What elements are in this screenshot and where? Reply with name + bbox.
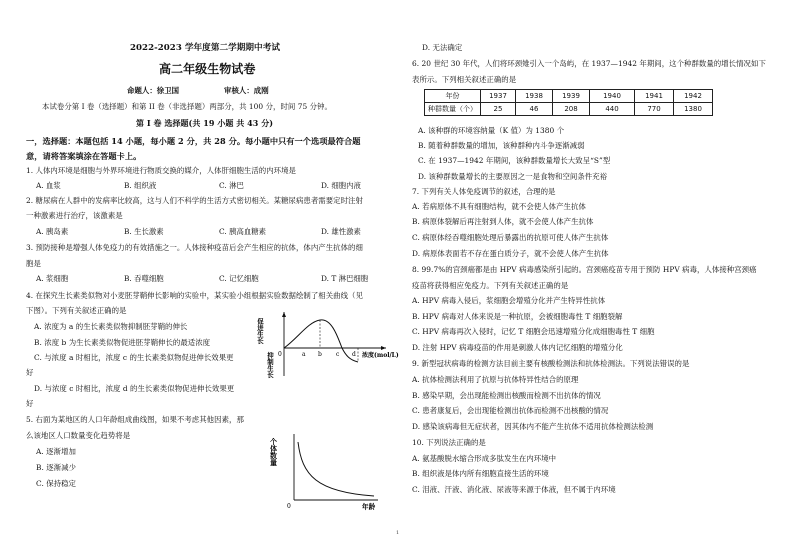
q9-option-c[interactable]: C. 患者康复后，会出现能检测出抗体而检测不出核酸的情况 — [412, 406, 609, 415]
q4-option-d-1[interactable]: D. 与浓度 c 时相比，浓度 d 的生长素类似物促进伸长效果更 — [34, 384, 235, 393]
q2-option-d[interactable]: D. 雄性激素 — [321, 227, 361, 236]
q4-option-b[interactable]: B. 浓度 b 为生长素类似物促进胚芽鞘伸长的最适浓度 — [34, 338, 211, 347]
q8-option-a[interactable]: A. HPV 病毒入侵后，浆细胞会增殖分化并产生特异性抗体 — [412, 296, 606, 305]
q4-y-label-bottom: 抑制生长 — [266, 352, 274, 378]
table-cell: 25 — [481, 103, 516, 116]
q4-x-arrow — [381, 346, 386, 350]
q5-x-label: 年龄 — [362, 503, 376, 511]
reviewer: 审核人：成刚 — [224, 86, 269, 95]
table-cell: 1939 — [553, 90, 590, 103]
q4-stem-2: 下图）。下列有关叙述正确的是 — [26, 306, 127, 315]
author: 命题人：徐卫国 — [127, 86, 180, 95]
q2-option-c[interactable]: C. 胰高血糖素 — [219, 227, 267, 236]
q9-option-d[interactable]: D. 感染该病毒但无症状者，因其体内不能产生抗体不适用抗体检测法检测 — [412, 422, 654, 431]
q5-curve — [298, 442, 374, 496]
q5-y-label: 个体数量 — [269, 438, 279, 466]
q9-stem: 9. 新型冠状病毒的检测方法目前主要有核酸检测法和抗体检测法。下列说法错误的是 — [412, 359, 690, 368]
q2-option-b[interactable]: B. 生长激素 — [124, 227, 164, 236]
q1-option-c[interactable]: C. 淋巴 — [219, 181, 244, 190]
q4-option-c-2: 好 — [26, 368, 34, 377]
table-cell: 770 — [635, 103, 674, 116]
table-cell: 1938 — [516, 90, 553, 103]
exam-title: 2022-2023 学年度第二学期期中考试 — [130, 43, 280, 53]
exam-subtitle: 高二年级生物试卷 — [159, 62, 256, 76]
q4-point-d: d — [352, 351, 356, 358]
table-row — [425, 103, 713, 116]
table-cell: 年份 — [425, 90, 481, 103]
q6-stem-1: 6. 20 世纪 30 年代，人们将环颈雉引入一个岛屿，在 1937—1942 年期间，这个种群数量的增长情况如下 — [412, 59, 766, 68]
q8-option-d[interactable]: D. 注射 HPV 病毒疫苗的作用是刺激人体内记忆细胞的增殖分化 — [412, 343, 623, 352]
q7-option-b[interactable]: B. 病原体裂解后再注射到人体，就不会使人体产生抗体 — [412, 217, 594, 226]
table-cell: 1941 — [635, 90, 674, 103]
q5-origin: 0 — [287, 503, 291, 510]
page-number: 1 — [396, 530, 400, 536]
q4-option-a[interactable]: A. 浓度为 a 的生长素类似物抑制胚芽鞘的伸长 — [34, 322, 188, 331]
q3-stem-2: 胞是 — [26, 259, 41, 268]
table-cell: 1942 — [674, 90, 713, 103]
q3-option-d[interactable]: D. T 淋巴细胞 — [321, 274, 369, 283]
q3-stem-1: 3. 预防接种是增强人体免疫力的有效措施之一。人体接种疫苗后会产生相应的抗体，体内产生抗体的细 — [26, 243, 363, 252]
table-cell: 46 — [516, 103, 553, 116]
q8-stem-2: 疫苗将获得相应免疫力。下列有关叙述正确的是 — [412, 281, 569, 290]
table-cell: 208 — [553, 103, 590, 116]
q10-option-b[interactable]: B. 组织液是体内所有细胞直接生活的环境 — [412, 469, 549, 478]
q5-option-d[interactable]: D. 无法确定 — [422, 43, 463, 52]
section1-line2: 意，请将答案填涂在答题卡上。 — [26, 151, 142, 161]
q6-option-d[interactable]: D. 该种群数量增长的主要原因之一是食物和空间条件充裕 — [418, 172, 608, 181]
q6-population-table — [424, 89, 713, 116]
q2-stem-2: 一种激素进行治疗，该激素是 — [26, 211, 123, 220]
q4-option-d-2: 好 — [26, 399, 34, 408]
q3-option-c[interactable]: C. 记忆细胞 — [219, 274, 259, 283]
q10-stem: 10. 下列说法正确的是 — [412, 438, 486, 447]
q3-option-b[interactable]: B. 吞噬细胞 — [124, 274, 164, 283]
q9-option-b[interactable]: B. 感染早期，会出现能检测出核酸而检测不出抗体的情况 — [412, 391, 601, 400]
q6-option-b[interactable]: B. 随着种群数量的增加，该种群种内斗争逐渐减弱 — [418, 141, 585, 150]
table-cell: 1940 — [590, 90, 635, 103]
section1-line1: 一，选择题：本题包括 14 小题，每小题 2 分，共 28 分。每小题中只有一个选项最符合题 — [26, 136, 361, 146]
table-cell: 1937 — [481, 90, 516, 103]
q2-stem-1: 2. 糖尿病在人群中的发病率比较高，这与人们不科学的生活方式密切相关。某糖尿病患者需要定时注射 — [26, 196, 363, 205]
q7-stem: 7. 下列有关人体免疫调节的叙述，合理的是 — [412, 187, 556, 196]
table-cell: 440 — [590, 103, 635, 116]
q8-option-c[interactable]: C. HPV 病毒再次入侵时，记忆 T 细胞会迅速增殖分化成细胞毒性 T 细胞 — [412, 327, 655, 336]
q6-option-c[interactable]: C. 在 1937—1942 年期间，该种群数量增长大致呈“S”型 — [418, 156, 611, 165]
table-row — [425, 90, 713, 103]
q7-option-c[interactable]: C. 病原体经吞噬细胞处理后暴露出的抗原可使人体产生抗体 — [412, 233, 609, 242]
q3-option-a[interactable]: A. 浆细胞 — [36, 274, 69, 283]
q4-y-label-top: 促进生长 — [256, 318, 264, 344]
q1-stem: 1. 人体内环境是细胞与外界环境进行物质交换的媒介，人体肝细胞生活的内环境是 — [26, 166, 296, 175]
q10-option-a[interactable]: A. 氨基酸脱水缩合形成多肽发生在内环境中 — [412, 454, 557, 463]
q5-stem-1: 5. 右面为某地区的人口年龄组成曲线图，如果不考虑其他因素，那 — [26, 415, 244, 424]
q4-point-a: a — [302, 351, 306, 358]
q5-age-graph — [270, 430, 388, 512]
q10-option-c[interactable]: C. 泪液、汗液、消化液、尿液等来源于体液，但不属于内环境 — [412, 485, 616, 494]
q6-option-a[interactable]: A. 该种群的环境容纳量（K 值）为 1380 个 — [418, 126, 565, 135]
q5-option-b[interactable]: B. 逐渐减少 — [36, 463, 77, 472]
q5-option-a[interactable]: A. 逐渐增加 — [36, 447, 76, 456]
q2-option-a[interactable]: A. 胰岛素 — [36, 227, 69, 236]
exam-info: 本试卷分第 I 卷（选择题）和第 II 卷（非选择题）两部分，共 100 分，时间 75 分钟。 — [42, 102, 332, 111]
part1-heading: 第 I 卷 选择题(共 19 小题 共 43 分) — [136, 118, 274, 128]
q7-option-d[interactable]: D. 病原体表面若不存在蛋白质分子，就不会使人体产生抗体 — [412, 249, 609, 258]
q5-option-c[interactable]: C. 保持稳定 — [36, 479, 77, 488]
q4-point-c: c — [336, 351, 340, 358]
table-cell: 1380 — [674, 103, 713, 116]
q4-concentration-graph — [258, 308, 408, 380]
q4-y-arrow — [282, 312, 286, 317]
q4-stem-1: 4. 在探究生长素类似物对小麦胚芽鞘伸长影响的实验中，某实验小组根据实验数据绘制了相关曲线（见 — [26, 291, 363, 300]
q5-stem-2: 么该地区人口数量变化趋势将是 — [26, 431, 131, 440]
q1-option-a[interactable]: A. 血浆 — [36, 181, 61, 190]
q6-stem-2: 表所示。下列相关叙述正确的是 — [412, 75, 517, 84]
q4-origin: 0 — [278, 351, 282, 358]
q4-x-label: 浓度(mol/L) — [362, 352, 399, 359]
q8-stem-1: 8. 99.7%的宫颈癌都是由 HPV 病毒感染所引起的。宫颈癌疫苗专用于预防 HPV 病毒，人体接种宫颈癌 — [412, 265, 757, 274]
q9-option-a[interactable]: A. 抗体检测法利用了抗原与抗体特异性结合的原理 — [412, 375, 579, 384]
q1-option-b[interactable]: B. 组织液 — [124, 181, 157, 190]
q8-option-b[interactable]: B. HPV 病毒对人体来说是一种抗原，会被细胞毒性 T 细胞裂解 — [412, 312, 623, 321]
q1-option-d[interactable]: D. 细胞内液 — [321, 181, 361, 190]
q4-option-c-1[interactable]: C. 与浓度 a 时相比，浓度 c 的生长素类似物促进伸长效果更 — [34, 353, 234, 362]
table-cell: 种群数量（个） — [425, 103, 481, 116]
q7-option-a[interactable]: A. 若病原体不具有细胞结构，就不会使人体产生抗体 — [412, 202, 586, 211]
q4-point-b: b — [318, 351, 322, 358]
